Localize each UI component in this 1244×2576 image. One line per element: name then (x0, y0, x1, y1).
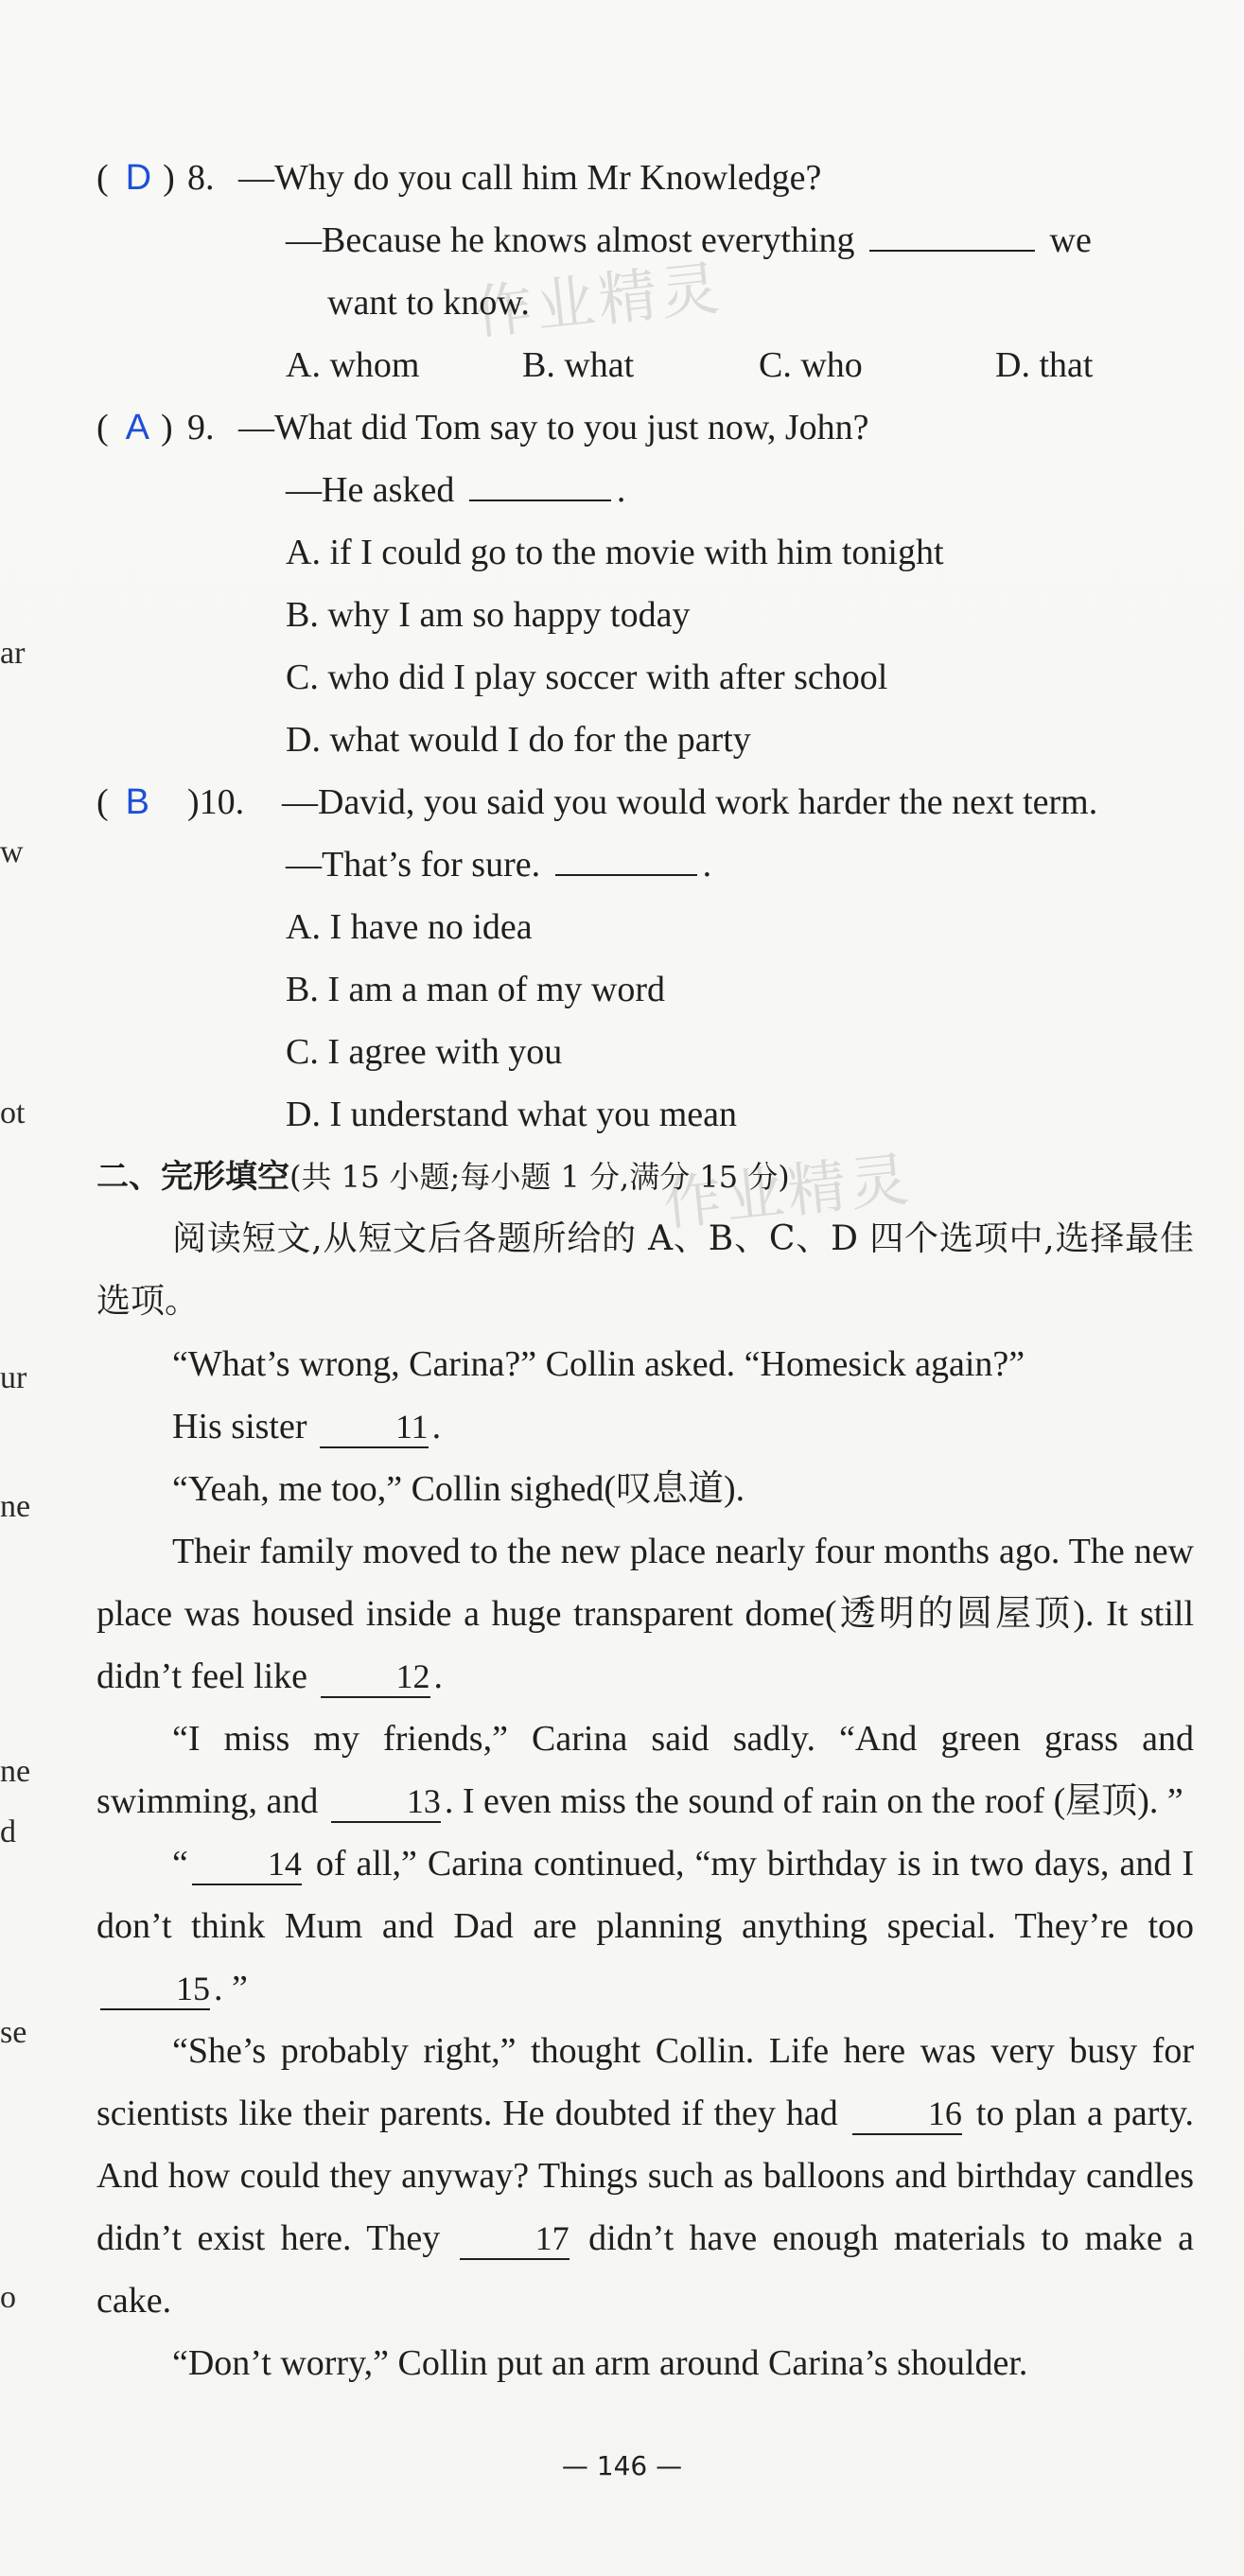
cloze-passage (96, 1333, 1194, 2394)
fragment: ur (0, 1360, 27, 1395)
answer-bracket: ( D ) (96, 158, 175, 198)
option: A. whom (286, 345, 420, 385)
page-number: — 146 — (561, 2450, 683, 2481)
option: A. if I could go to the movie with him tonight (286, 533, 944, 572)
question-number: 9. (187, 408, 215, 447)
passage-text: “I miss my friends,” Carina said sadly. “And green grass and swimming, and (96, 1719, 1194, 1821)
passage-paragraph (96, 1395, 1194, 1458)
passage-text: “ (172, 1844, 188, 1884)
fragment: ne (0, 1754, 31, 1789)
fragment: se (0, 2015, 27, 2050)
option: B. why I am so happy today (286, 595, 691, 635)
passage-text: . (431, 1407, 442, 1446)
answer-blank (469, 467, 611, 501)
passage-paragraph (96, 1708, 1194, 1832)
blank-15: 15 (100, 1971, 210, 2010)
response-text: —Because he knows almost everything (286, 220, 855, 260)
passage-paragraph: “Don’t worry,” Collin put an arm around Carina’s shoulder. (172, 2343, 1028, 2383)
option: D. what would I do for the party (286, 720, 751, 760)
watermark: 作业精灵 (659, 1144, 916, 1239)
section-instruction: 阅读短文,从短文后各题所给的 A、B、C、D 四个选项中,选择最佳选项。 (96, 1219, 1194, 1321)
blank-14: 14 (192, 1846, 302, 1885)
passage-text: of all,” Carina continued, “my birthday is in two days, and I don’t think Mum and Dad are planning anything special. They’re too (96, 1844, 1195, 1946)
option: B. what (522, 345, 635, 385)
options-row (96, 334, 1194, 396)
blank-11: 11 (320, 1409, 429, 1448)
fragment: ot (0, 1095, 26, 1130)
option: C. I agree with you (286, 1032, 563, 1072)
section-heading (96, 1146, 1194, 1208)
response-text: . (616, 470, 626, 510)
main-content (96, 147, 1194, 2394)
question-9 (96, 396, 1194, 771)
passage-paragraph: “Yeah, me too,” Collin sighed(叹息道). (172, 1469, 745, 1509)
option: A. I have no idea (286, 907, 533, 947)
blank-13: 13 (331, 1783, 441, 1823)
fragment: w (0, 834, 24, 869)
question-stem: —David, you said you would work harder the next term. (282, 782, 1098, 822)
section-score: (共 15 小题;每小题 1 分,满分 15 分) (289, 1159, 790, 1195)
fragment: ne (0, 1489, 31, 1524)
fragment: o (0, 2280, 16, 2315)
blank-17: 17 (460, 2220, 569, 2260)
response-text: . (702, 845, 712, 885)
option: D. that (995, 345, 1094, 385)
section-title: 二、完形填空 (96, 1158, 289, 1196)
question-number: 8. (187, 158, 215, 198)
passage-text: didn’t have enough materials to make a cake. (96, 2218, 1195, 2321)
option: B. I am a man of my word (286, 970, 666, 1009)
response-text: we (1049, 220, 1092, 260)
question-stem: —Why do you call him Mr Knowledge? (238, 158, 822, 198)
passage-paragraph (96, 2020, 1194, 2332)
answer-blank (869, 218, 1035, 252)
fragment: ar (0, 636, 26, 671)
passage-paragraph: “What’s wrong, Carina?” Collin asked. “Homesick again?” (172, 1344, 1025, 1384)
answer-bracket: ( B (96, 782, 150, 822)
response-text: —He asked (286, 470, 455, 510)
passage-text: His sister (172, 1407, 307, 1446)
response-text: —That’s for sure. (286, 845, 541, 885)
watermark: 作业精灵 (470, 253, 727, 348)
passage-text: “She’s probably right,” thought Collin. Life here was very busy for scientists like their parents. He doubted if they had (96, 2031, 1194, 2133)
fragment: d (0, 1814, 16, 1849)
passage-text: Their family moved to the new place nearly four months ago. The new place was housed inside a huge transparent dome(透明的圆屋顶). It still didn’t feel like (96, 1532, 1194, 1696)
blank-16: 16 (852, 2095, 962, 2135)
answer-bracket: ( A ) (96, 408, 173, 447)
option: D. I understand what you mean (286, 1095, 737, 1134)
question-stem: —What did Tom say to you just now, John? (238, 408, 869, 447)
question-number: )10. (187, 782, 245, 822)
passage-text: . (433, 1656, 444, 1696)
question-10 (96, 771, 1194, 1146)
passage-paragraph (96, 1832, 1194, 2020)
passage-text: . ” (214, 1969, 248, 2008)
passage-paragraph (96, 1520, 1194, 1708)
question-8 (96, 147, 1194, 396)
answer-blank (555, 842, 697, 876)
blank-12: 12 (321, 1658, 430, 1698)
passage-text: . I even miss the sound of rain on the roof (屋顶). ” (444, 1781, 1183, 1821)
option: C. who (759, 345, 863, 385)
answer-mark: B (125, 782, 150, 822)
response-text: want to know. (327, 283, 530, 323)
answer-mark: A (125, 408, 150, 447)
answer-mark: D (125, 158, 152, 198)
option: C. who did I play soccer with after school (286, 657, 888, 697)
passage-text: to plan a party. And how could they anyway? Things such as balloons and birthday candles didn’t exist here. They (96, 2094, 1194, 2258)
